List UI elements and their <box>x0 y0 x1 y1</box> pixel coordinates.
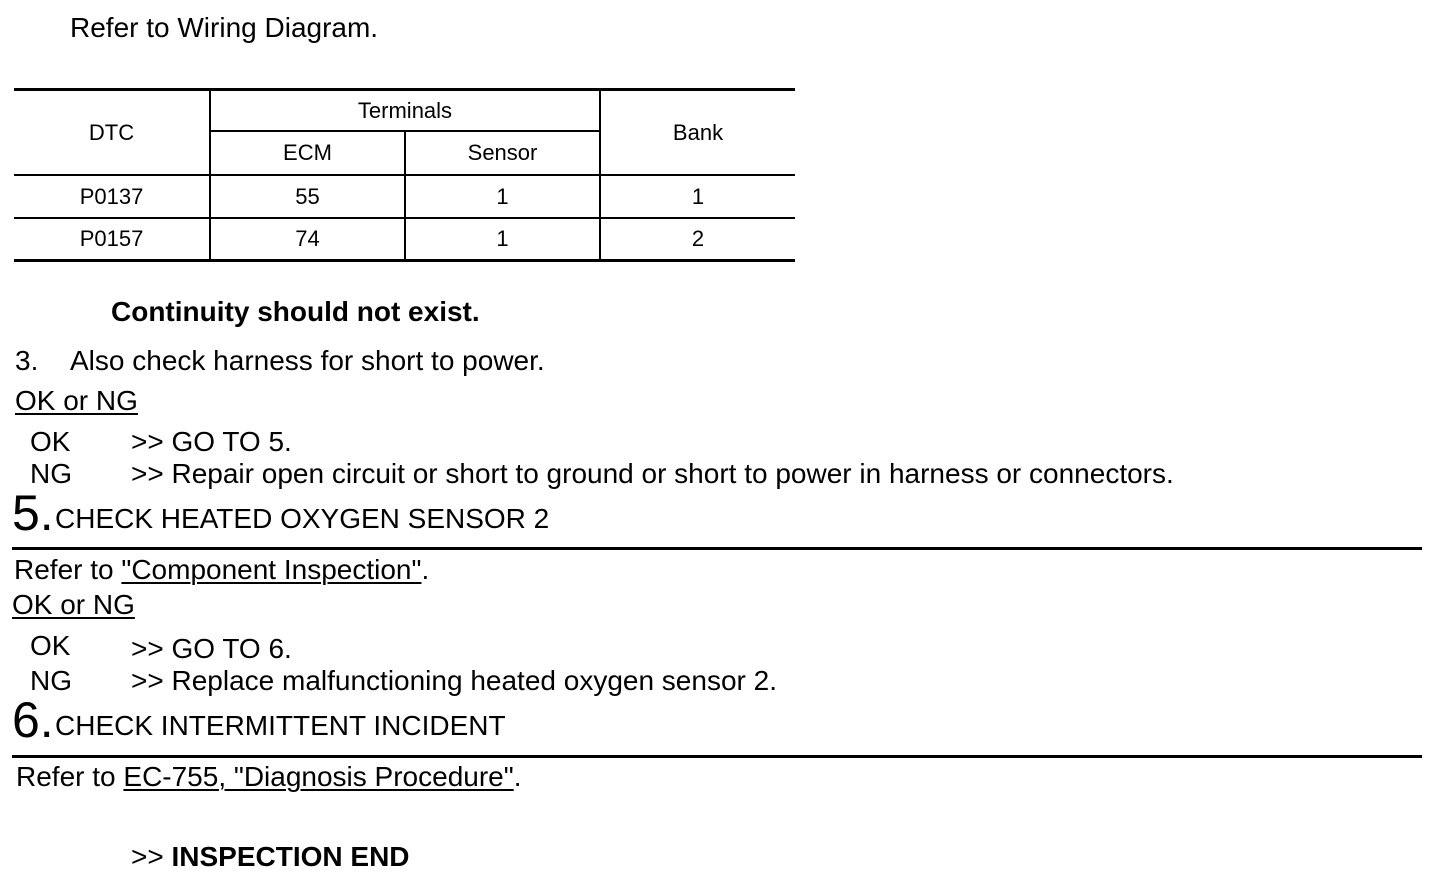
terminals-table <box>14 88 795 262</box>
inspection-end <box>131 841 410 873</box>
section-divider <box>12 755 1422 758</box>
ng-action: >> Repair open circuit or short to ground or short to power in harness or connectors. <box>131 458 1174 489</box>
end-text: INSPECTION END <box>171 841 410 872</box>
header-terminals: Terminals <box>357 97 453 123</box>
ok-key: OK <box>30 426 71 457</box>
ok-key: OK <box>30 630 71 661</box>
table-cell-ecm: 55 <box>295 183 320 209</box>
ng-action: >> Replace malfunctioning heated oxygen sensor 2. <box>131 665 777 696</box>
header-bank: Bank <box>672 119 724 145</box>
ok-or-ng-label: OK or NG <box>12 589 135 620</box>
end-prefix: >> <box>131 841 172 872</box>
refer-prefix: Refer to <box>16 761 124 792</box>
intro-text: Refer to Wiring Diagram. <box>70 12 379 43</box>
header-dtc: DTC <box>88 119 135 145</box>
step-text: Also check harness for short to power. <box>70 345 545 376</box>
table-cell-sensor: 1 <box>496 183 509 209</box>
table-cell-ecm: 74 <box>295 226 320 251</box>
table-cell-dtc: P0157 <box>79 226 144 251</box>
table-cell-bank: 1 <box>691 183 705 209</box>
refer-suffix: . <box>513 761 522 792</box>
diagnosis-procedure-link[interactable]: EC-755, "Diagnosis Procedure" <box>123 761 514 792</box>
table-cell-dtc: P0137 <box>79 183 144 209</box>
table-cell-sensor: 1 <box>496 226 509 251</box>
refer-line <box>14 554 429 586</box>
ng-key: NG <box>30 665 72 696</box>
refer-line <box>16 761 521 793</box>
section-number: 5. <box>12 485 54 541</box>
ok-action: >> GO TO 5. <box>131 426 292 457</box>
header-ecm: ECM <box>283 140 332 165</box>
section-title: CHECK HEATED OXYGEN SENSOR 2 <box>55 503 550 534</box>
continuity-note: Continuity should not exist. <box>111 296 480 327</box>
ok-or-ng-label: OK or NG <box>15 385 138 416</box>
header-sensor: Sensor <box>467 140 538 165</box>
refer-suffix: . <box>421 554 430 585</box>
table-cell-bank: 2 <box>691 226 705 251</box>
section-number: 6. <box>12 692 54 748</box>
section-divider <box>12 547 1422 550</box>
section-title: CHECK INTERMITTENT INCIDENT <box>55 710 506 741</box>
refer-prefix: Refer to <box>14 554 122 585</box>
ok-action: >> GO TO 6. <box>131 633 292 664</box>
component-inspection-link[interactable]: "Component Inspection" <box>121 554 422 585</box>
ng-key: NG <box>30 458 72 489</box>
step-number: 3. <box>15 345 39 376</box>
